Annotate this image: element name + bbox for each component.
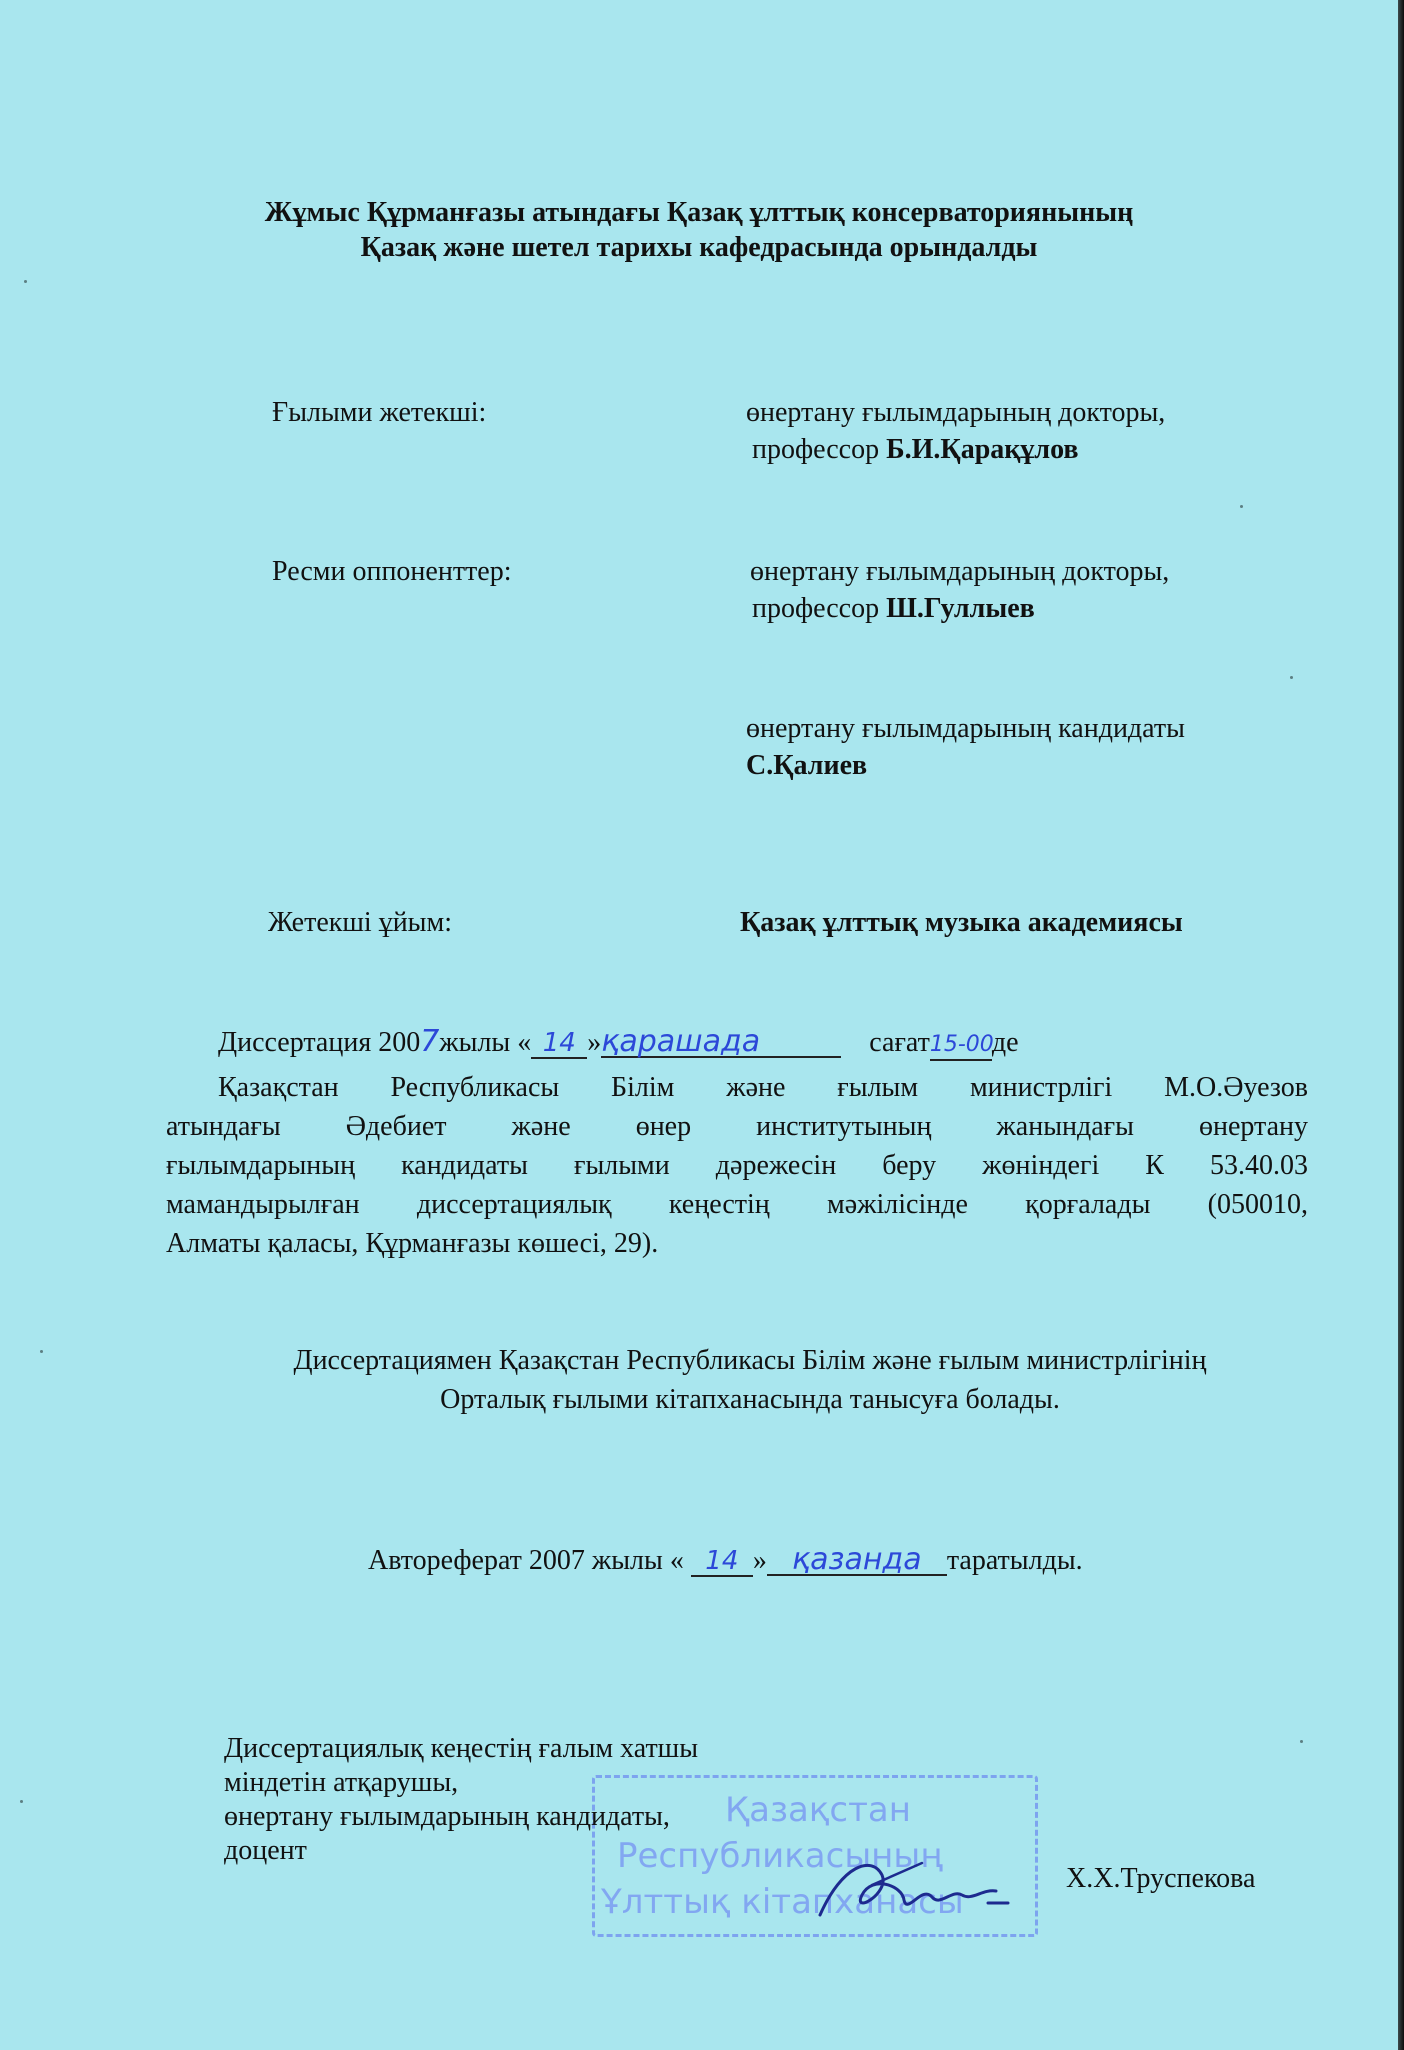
defense-prefix: Диссертация 200: [218, 1027, 421, 1058]
scan-speck: [1290, 676, 1293, 679]
stamp-line-3: Ұлттық кітапханасы: [601, 1882, 964, 1922]
opponent-1-title: [752, 592, 1035, 625]
library-line-2: Орталық ғылыми кітапханасында танысуға болады.: [440, 1384, 1060, 1415]
header-line-2: Қазақ және шетел тарихы кафедрасында орындалды: [360, 232, 1038, 263]
secretary-line-1: Диссертациялық кеңестің ғалым хатшы: [224, 1733, 699, 1764]
scan-speck: [40, 1350, 43, 1353]
scan-edge: [1398, 0, 1404, 2050]
defense-year-word: жылы «: [439, 1027, 532, 1058]
library-line-1: Диссертациямен Қазақстан Республикасы Білім және ғылым министрлігінің: [293, 1345, 1207, 1376]
defense-suffix: де: [991, 1027, 1019, 1058]
supervisor-title: [752, 433, 1079, 466]
defense-hour-handwritten: 15-00: [930, 1031, 992, 1061]
scan-speck: [20, 1800, 23, 1803]
defense-quote-close: »: [587, 1027, 602, 1058]
stamp-line-1: Қазақстан: [725, 1790, 911, 1830]
supervisor-degree: өнертану ғылымдарының докторы,: [746, 397, 1166, 428]
lead-org-name: Қазақ ұлттық музыка академиясы: [740, 907, 1183, 938]
abstract-day-handwritten: 14: [691, 1547, 753, 1577]
secretary-line-4: доцент: [224, 1835, 307, 1866]
abstract-prefix: Автореферат 2007 жылы «: [368, 1545, 691, 1576]
defense-date-line: [218, 1025, 1019, 1061]
defense-year-handwritten: 7: [420, 1024, 440, 1059]
defense-hour-word: сағат: [869, 1027, 930, 1058]
scan-speck: [1300, 1740, 1303, 1743]
defense-day-handwritten: 14: [531, 1029, 587, 1059]
header-line-1: Жұмыс Құрманғазы атындағы Қазақ ұлттық консерваториянының: [264, 197, 1134, 228]
secretary-line-3: өнертану ғылымдарының кандидаты,: [224, 1801, 670, 1832]
signature-icon: [812, 1845, 1012, 1935]
abstract-month-handwritten: қазанда: [767, 1546, 947, 1576]
defense-body-line-5: Алматы қаласы, Құрманғазы көшесі, 29).: [166, 1228, 659, 1259]
opponents-label: Ресми оппоненттер:: [272, 556, 512, 587]
abstract-mid: »: [752, 1545, 767, 1576]
scan-speck: [1240, 505, 1243, 508]
defense-body-line-1: Қазақстан Республикасы Білім және ғылым министрлігі М.О.Әуезов: [218, 1072, 1308, 1103]
supervisor-name: Б.И.Қарақұлов: [886, 434, 1079, 465]
opponent-2-name: С.Қалиев: [746, 750, 868, 781]
secretary-name: Х.Х.Труспекова: [1066, 1863, 1256, 1894]
supervisor-label: Ғылыми жетекші:: [272, 397, 487, 428]
defense-body-line-4: мамандырылған диссертациялық кеңестің мәжілісінде қорғалады (050010,: [166, 1189, 1308, 1220]
lead-org-label: Жетекші ұйым:: [268, 907, 452, 938]
defense-body-line-2: атындағы Әдебиет және өнер институтының жанындағы өнертану: [166, 1111, 1308, 1142]
stamp-line-2: Республикасының: [617, 1836, 943, 1876]
defense-body-line-3: ғылымдарының кандидаты ғылыми дәрежесін беру жөніндегі К 53.40.03: [166, 1150, 1308, 1181]
secretary-line-2: міндетін атқарушы,: [224, 1767, 459, 1798]
opponent-1-name: Ш.Гуллыев: [886, 593, 1035, 624]
opponent-1-title-prefix: профессор: [752, 593, 887, 624]
defense-month-handwritten: қарашада: [601, 1028, 841, 1058]
abstract-suffix: таратылды.: [946, 1545, 1083, 1576]
opponent-1-degree: өнертану ғылымдарының докторы,: [750, 556, 1170, 587]
abstract-line: [368, 1544, 1083, 1577]
supervisor-title-prefix: профессор: [752, 434, 887, 465]
scan-speck: [24, 280, 27, 283]
opponent-2-degree: өнертану ғылымдарының кандидаты: [746, 713, 1185, 744]
